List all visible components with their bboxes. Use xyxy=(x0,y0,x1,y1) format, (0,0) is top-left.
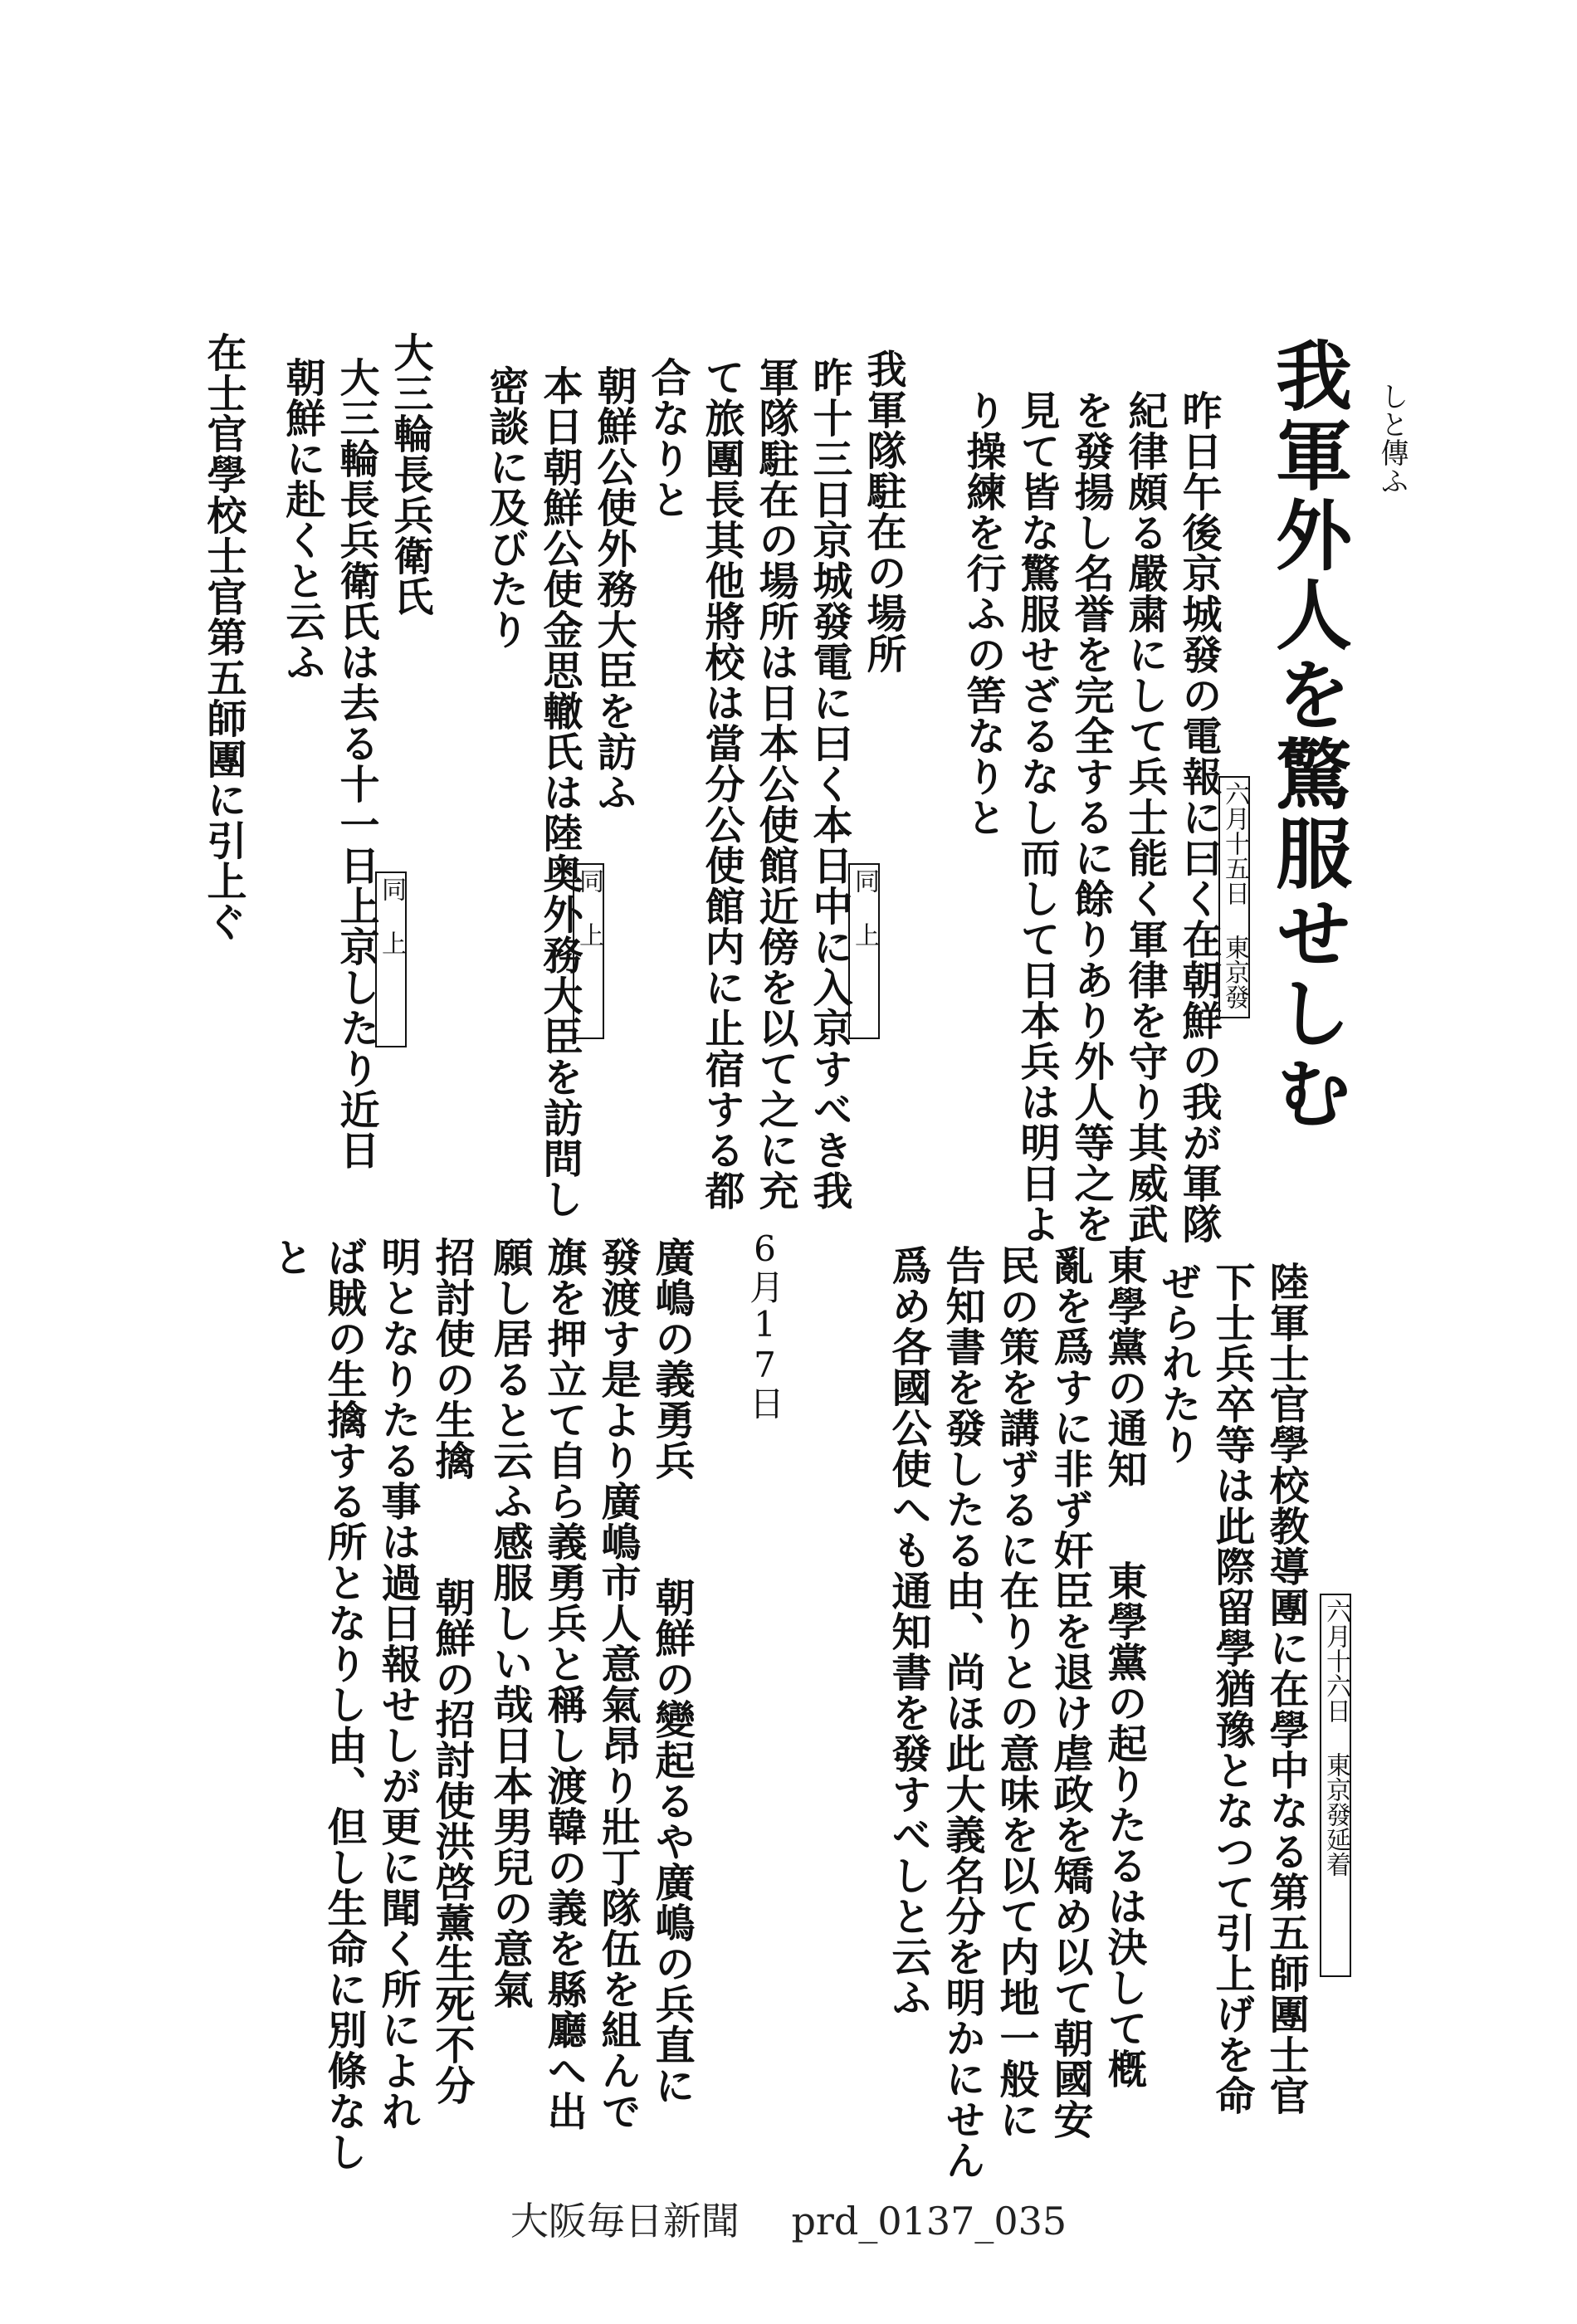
body-line: 亂を爲すに非ず奸臣を退け虐政を矯め以て朝國安 xyxy=(1047,1245,1093,2140)
body-line: ば賊の生擒する所となりし由、但し生命に別條なし xyxy=(320,1237,367,2172)
dateline: 同 上 xyxy=(848,863,880,1039)
body-line: 明となりたる事は過日報せしが更に聞く所によれ xyxy=(374,1237,421,2131)
body-line: 大三輪長兵衛氏は去る十一日上京したり近日 xyxy=(333,357,379,1170)
body-line: 旗を押立て自ら義勇兵と稱し渡韓の義を縣廳へ出 xyxy=(540,1237,587,2131)
document-code: prd_0137_035 xyxy=(791,2199,1067,2243)
body-line: 民の策を講ずるに在りとの意味を以て内地一般に xyxy=(993,1245,1039,2140)
body-line: 軍隊駐在の場所は日本公使館近傍を以て之に充 xyxy=(752,357,798,1211)
body-line: 紀律頗る嚴粛にして兵士能く軍律を守り其威武 xyxy=(1121,390,1168,1244)
section-heading: 招討使の生擒 xyxy=(428,1237,475,1481)
body-line: 合なりと xyxy=(644,357,691,520)
section-heading: 我軍隊駐在の場所 xyxy=(860,349,906,674)
body-line: 陸軍士官學校教導團に在學中なる第五師團士官 xyxy=(1262,1262,1309,2116)
body-line: 告知書を發したる由、尚ほ此大義名分を明かにせん xyxy=(939,1245,985,2180)
body-line: 東學黨の起りたるは決して槪 xyxy=(1101,1560,1147,2089)
body-line: 爲め各國公使へも通知書を發すべしと云ふ xyxy=(885,1245,931,2018)
dateline: 六月十六日 東京發延着 xyxy=(1320,1594,1351,1977)
section-heading: 朝鮮公使外務大臣を訪ふ xyxy=(590,365,637,813)
body-line: 密談に及びたり xyxy=(482,365,529,650)
dateline: 同 上 xyxy=(573,863,604,1039)
body-line: 本日朝鮮公使金思轍氏は陸奥外務大臣を訪問し xyxy=(536,365,583,1219)
page-footer xyxy=(0,2191,1577,2246)
body-line: て旅團長其他將校は當分公使館内に止宿する都 xyxy=(698,357,745,1211)
body-line: 朝鮮の招討使洪啓薰生死不分 xyxy=(428,1577,475,2106)
kicker-text: しと傳ふ xyxy=(1375,382,1409,495)
body-line: 願し居ると云ふ感服しい哉日本男兒の意氣 xyxy=(486,1237,533,2009)
section-heading: 東學黨の通知 xyxy=(1101,1245,1147,1489)
headline: 我軍外人を驚服せしむ xyxy=(1263,336,1353,1133)
body-line: り操練を行ふの筈なりと xyxy=(959,390,1006,837)
body-line: 發渡す是より廣嶋市人意氣昂り壯丁隊伍を組んで xyxy=(594,1237,641,2131)
body-line: ぜられたり xyxy=(1155,1262,1201,1465)
body-line: 朝鮮の變起るや廣嶋の兵直に xyxy=(648,1577,695,2106)
section-heading: 廣嶋の義勇兵 xyxy=(648,1237,695,1481)
body-line: 昨日午後京城發の電報に曰く在朝鮮の我が軍隊 xyxy=(1175,390,1222,1244)
dateline: 同 上 xyxy=(375,872,407,1047)
section-heading: 大三輪長兵衛氏 xyxy=(387,332,433,617)
body-line: を發揚し名誉を完全するに餘りあり外人等之を xyxy=(1067,390,1114,1244)
body-line: 見て皆な驚服せざるなし而して日本兵は明日よ xyxy=(1013,390,1060,1244)
date-label: 6月17日 xyxy=(745,1228,785,1420)
section-heading: 在士官學校士官第五師團に引上ぐ xyxy=(200,332,247,942)
body-line: 下士兵卒等は此際留學猶豫となつて引上げを命 xyxy=(1208,1262,1255,2116)
body-line: と xyxy=(266,1237,313,1277)
dateline: 六月十五日 東京發 xyxy=(1218,776,1250,1018)
publication-name: 大阪毎日新聞 xyxy=(510,2199,740,2243)
body-line: 昨十三日京城發電に曰く本日中に入京すべき我 xyxy=(806,357,852,1211)
body-line: 朝鮮に赴くと云ふ xyxy=(279,357,325,682)
